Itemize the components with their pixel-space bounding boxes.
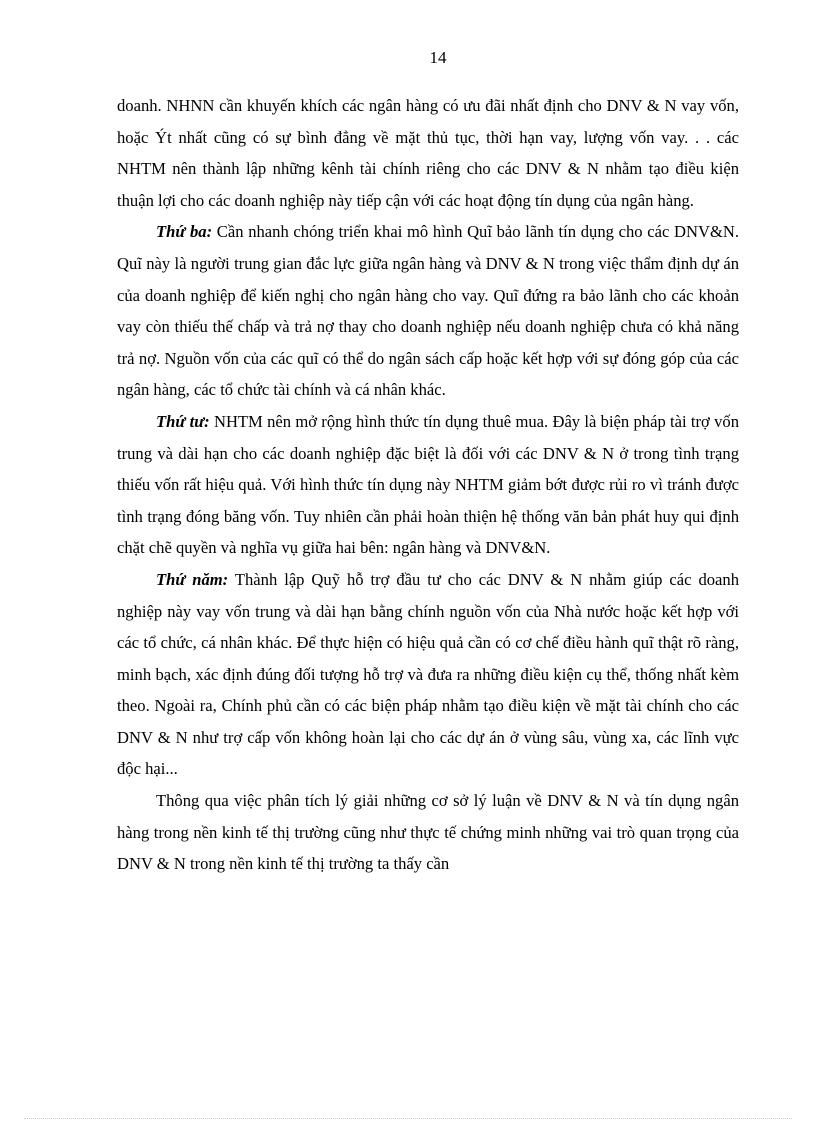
paragraph-thu-nam-text: Thành lập Quỹ hỗ trợ đầu tư cho các DNV & N nhằm giúp các doanh nghiệp này vay vốn trung và dài hạn bằng chính nguồn vốn của Nhà nước hoặc kết hợp với các tổ chức, cá nhân khác. Để thực hiện có hiệu quả cần có cơ chế điều hành quĩ thật rõ ràng, minh bạch, xác định đúng đối tượng hỗ trợ và đưa ra những điều kiện cụ thể, thống nhất kèm theo. Ngoài ra, Chính phủ cần có các biện pháp nhằm tạo điều kiện về mặt tài chính cho các DNV & N như trợ cấp vốn không hoàn lại cho các dự án ở vùng sâu, vùng xa, các lĩnh vực độc hại... — [117, 569, 739, 779]
paragraph-conclusion — [117, 785, 739, 880]
paragraph-thu-nam-lead: Thứ năm: — [156, 569, 229, 589]
paragraph-1-text: doanh. NHNN cần khuyến khích các ngân hàng có ưu đãi nhất định cho DNV & N vay vốn, hoặc Ýt nhất cũng có sự bình đẳng về mặt thủ tục, thời hạn vay, lượng vốn vay. . . các NHTM nên thành lập những kênh tài chính riêng cho các DNV & N nhằm tạo điều kiện thuận lợi cho các doanh nghiệp này tiếp cận với các hoạt động tín dụng của ngân hàng. — [117, 96, 739, 210]
paragraph-thu-nam — [117, 564, 739, 785]
page-bottom-divider — [24, 1118, 792, 1119]
document-body — [117, 90, 739, 880]
page-number: 14 — [429, 48, 447, 67]
paragraph-thu-tu-text: NHTM nên mở rộng hình thức tín dụng thuê mua. Đây là biện pháp tài trợ vốn trung và dài hạn cho các doanh nghiệp đặc biệt là đối với các DNV & N ở trong tình trạng thiếu vốn rất hiệu quả. Với hình thức tín dụng này NHTM giảm bớt được rủi ro vì tránh được tình trạng đóng băng vốn. Tuy nhiên cần phải hoàn thiện hệ thống văn bản phát huy qui định chặt chẽ quyền và nghĩa vụ giữa hai bên: ngân hàng và DNV&N. — [117, 411, 739, 558]
paragraph-conclusion-text: Thông qua việc phân tích lý giải những cơ sở lý luận về DNV & N và tín dụng ngân hàng trong nền kinh tế thị trường cũng như thực tế chứng minh những vai trò quan trọng của DNV & N trong nền kinh tế thị trường ta thấy cần — [117, 791, 739, 874]
paragraph-1 — [117, 90, 739, 216]
paragraph-thu-tu-lead: Thứ tư: — [156, 411, 210, 431]
paragraph-thu-ba — [117, 216, 739, 406]
paragraph-thu-tu — [117, 406, 739, 564]
paragraph-thu-ba-text: Cần nhanh chóng triển khai mô hình Quĩ bảo lãnh tín dụng cho các DNV&N. Quĩ này là người trung gian đắc lực giữa ngân hàng và DNV & N trong việc thẩm định dự án của doanh nghiệp để kiến nghị cho ngân hàng cho vay. Quĩ đứng ra bảo lãnh cho các khoản vay còn thiếu thế chấp và trả nợ thay cho doanh nghiệp nếu doanh nghiệp chưa có khả năng trả nợ. Nguồn vốn của các quĩ có thể do ngân sách cấp hoặc kết hợp với sự đóng góp của các ngân hàng, các tổ chức tài chính và cá nhân khác. — [117, 222, 739, 400]
paragraph-thu-ba-lead: Thứ ba: — [156, 222, 213, 242]
